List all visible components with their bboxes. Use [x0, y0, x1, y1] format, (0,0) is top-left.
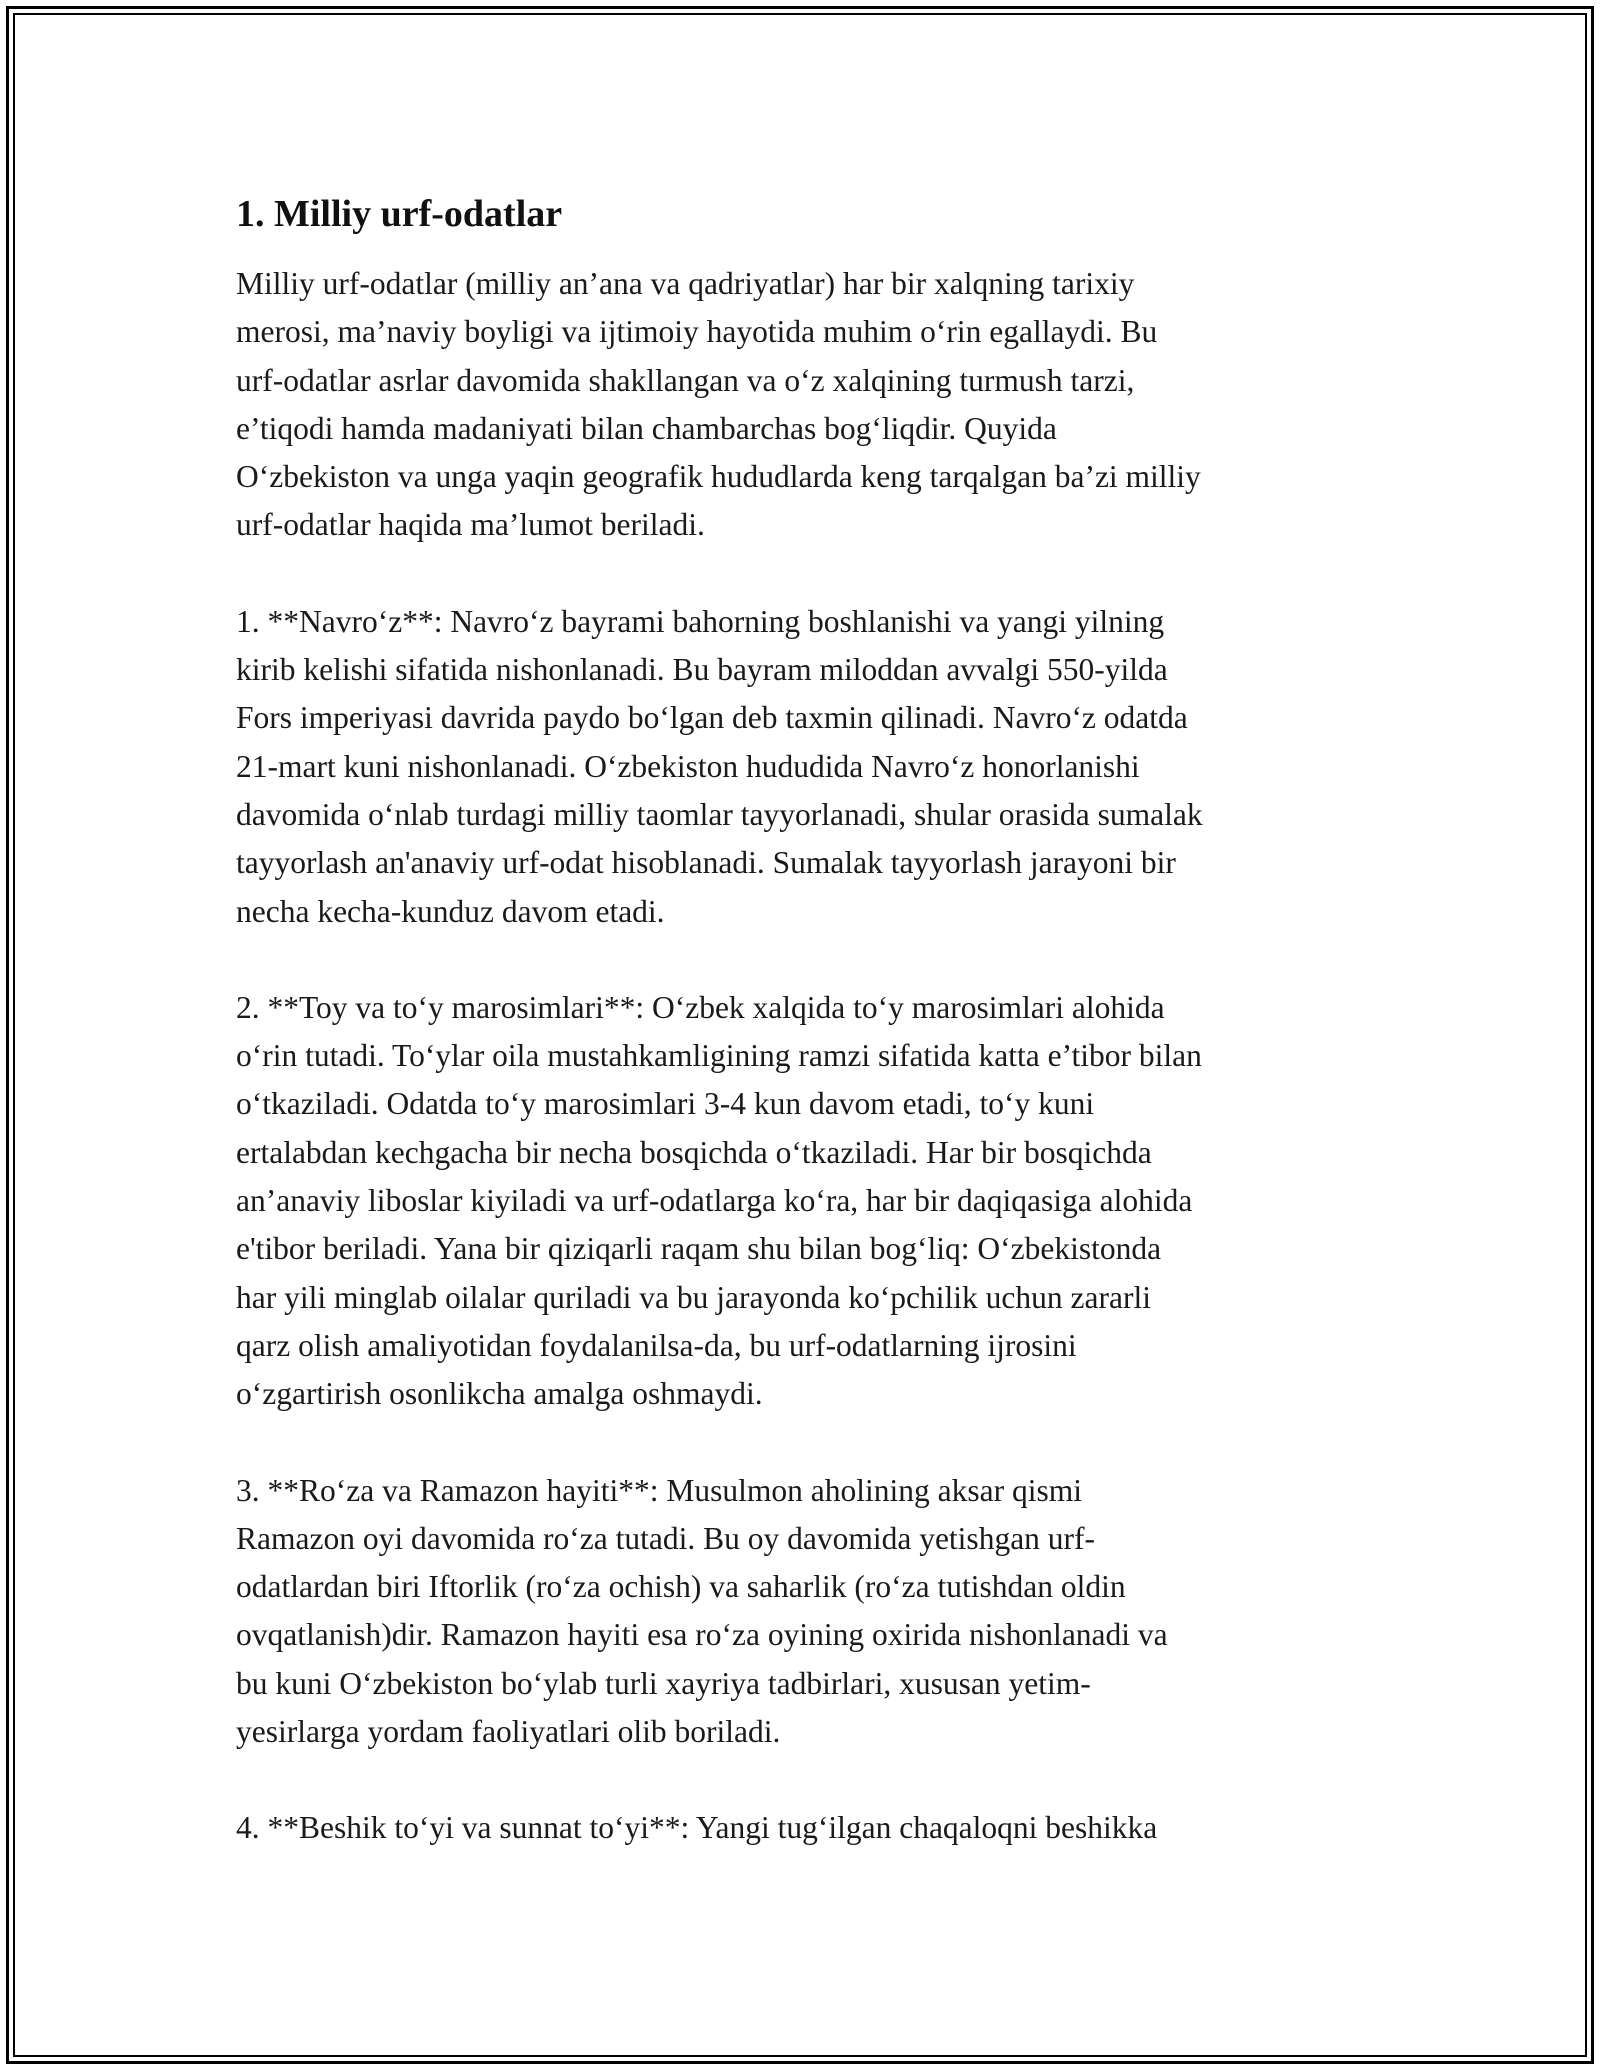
- document-body: [236, 190, 1376, 1901]
- section-heading: 1. Milliy urf-odatlar: [236, 193, 563, 235]
- navruz-paragraph: 1. **Navro‘z**: Navro‘z bayrami bahorning boshlanishi va yangi yilning kirib kelishi sifatida nishonlanadi. Bu bayram miloddan avvalgi 550-yilda Fors imperiyasi davrida paydo bo‘lgan deb taxmin qilinadi. Navro‘z odatda 21-mart kuni nishonlanadi. O‘zbekiston hududida Navro‘z honorlanishi davomida o‘nlab turdagi milliy taomlar tayyorlanadi, shular orasida sumalak tayyorlash an'anaviy urf-odat hisoblanadi. Sumalak tayyorlash jarayoni bir necha kecha-kunduz davom etadi.: [236, 603, 1203, 929]
- toy-marosimlari-paragraph: 2. **Toy va to‘y marosimlari**: O‘zbek xalqida to‘y marosimlari alohida o‘rin tutadi. To‘ylar oila mustahkamligining ramzi sifatida katta e’tibor bilan o‘tkaziladi. Odatda to‘y marosimlari 3-4 kun davom etadi, to‘y kuni ertalabdan kechgacha bir necha bosqichda o‘tkaziladi. Har bir bosqichda an’anaviy liboslar kiyiladi va urf-odatlarga ko‘ra, har bir daqiqasiga alohida e'tibor beriladi. Yana bir qiziqarli raqam shu bilan bog‘liq: O‘zbekistonda har yili minglab oilalar quriladi va bu jarayonda ko‘pchilik uchun zararli qarz olish amaliyotidan foydalanilsa-da, bu urf-odatlarning ijrosini o‘zgartirish osonlikcha amalga oshmaydi.: [236, 989, 1202, 1412]
- beshik-toyi-paragraph: 4. **Beshik to‘yi va sunnat to‘yi**: Yangi tug‘ilgan chaqaloqni beshikka: [236, 1810, 1158, 1846]
- intro-paragraph: Milliy urf-odatlar (milliy an’ana va qadriyatlar) har bir xalqning tarixiy merosi, ma’naviy boyligi va ijtimoiy hayotida muhim o‘rin egallaydi. Bu urf-odatlar asrlar davomida shakllangan va o‘z xalqining turmush tarzi, e’tiqodi hamda madaniyati bilan chambarchas bog‘liqdir. Quyida O‘zbekiston va unga yaqin geografik hududlarda keng tarqalgan ba’zi milliy urf-odatlar haqida ma’lumot beriladi.: [236, 266, 1201, 543]
- roza-ramazon-paragraph: 3. **Ro‘za va Ramazon hayiti**: Musulmon aholining aksar qismi Ramazon oyi davomida ro‘za tutadi. Bu oy davomida yetishgan urf- odatlardan biri Iftorlik (ro‘za ochish) va saharlik (ro‘za tutishdan oldin ovqatlanish)dir. Ramazon hayiti esa ro‘za oyining oxirida nishonlanadi va bu kuni O‘zbekiston bo‘ylab turli xayriya tadbirlari, xususan yetim- yesirlarga yordam faoliyatlari olib boriladi.: [236, 1472, 1168, 1750]
